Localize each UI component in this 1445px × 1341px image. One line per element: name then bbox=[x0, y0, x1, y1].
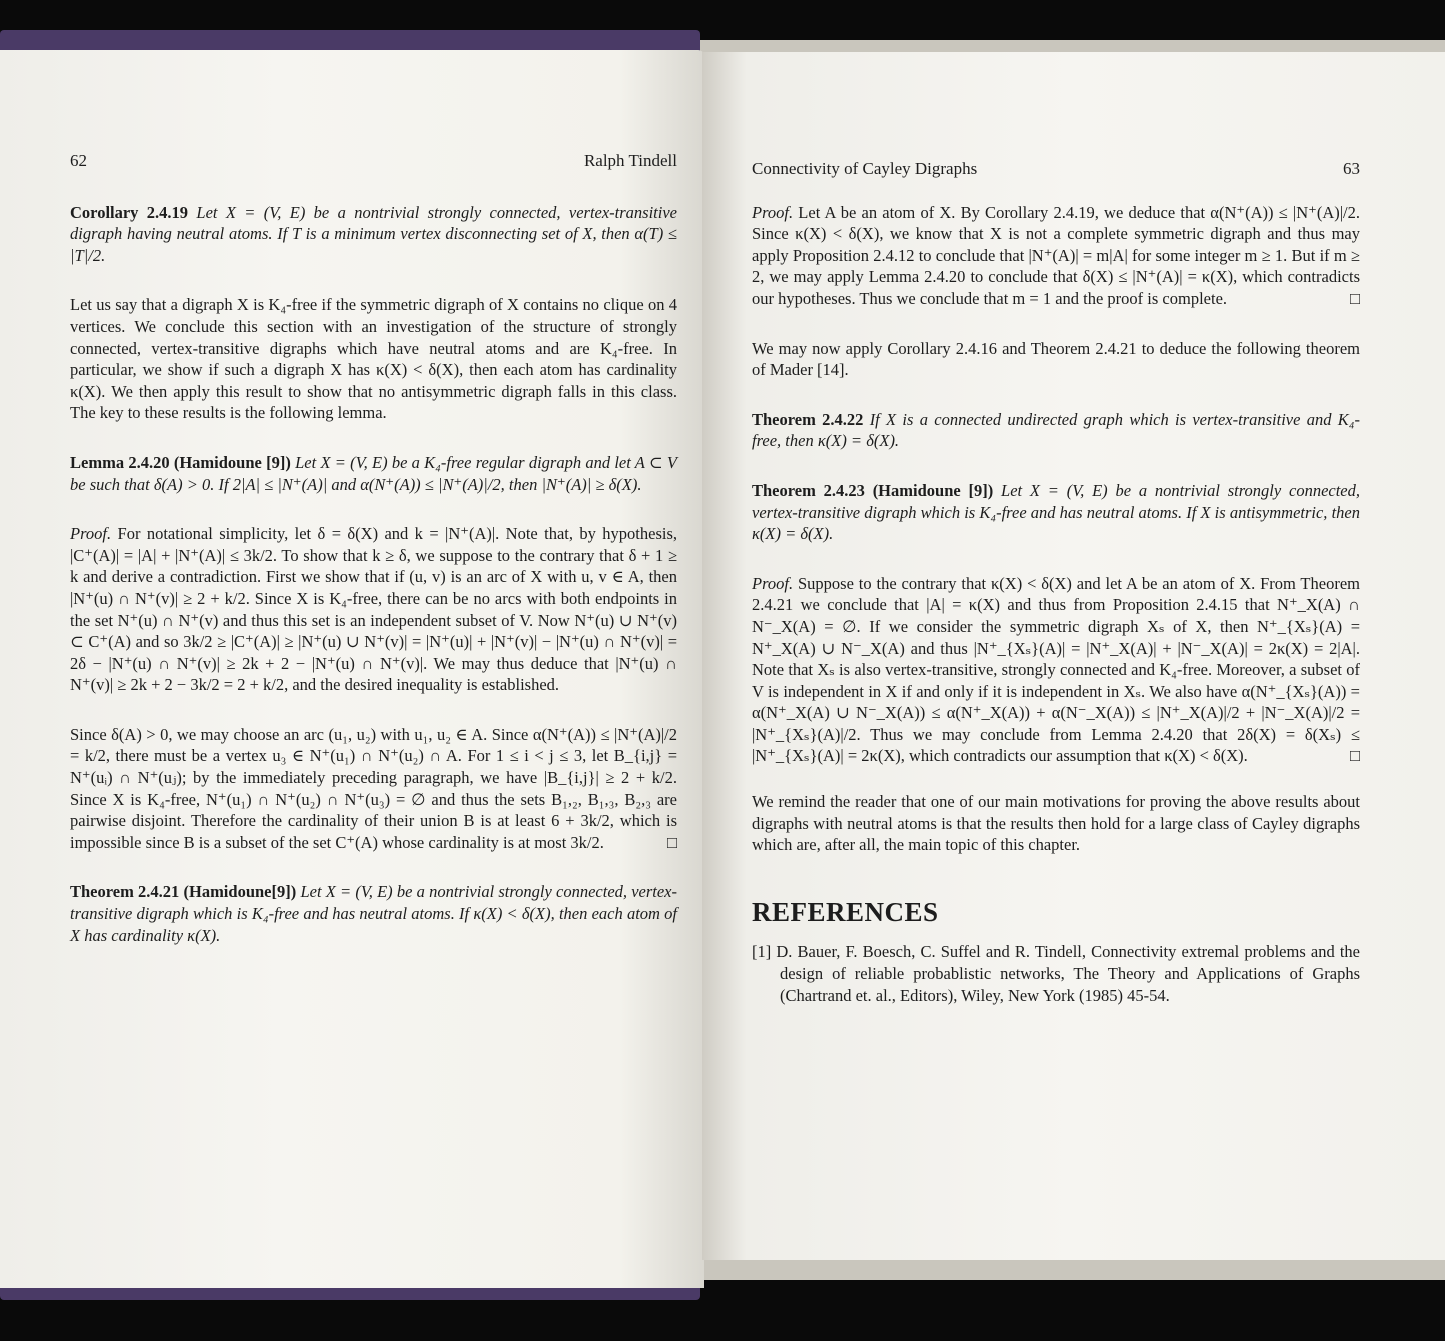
left-page-column bbox=[70, 150, 677, 974]
proof-label: Proof. bbox=[752, 202, 794, 222]
corollary-2-4-19 bbox=[70, 202, 677, 267]
theorem-2-4-21-statement: Let X = (V, E) be a nontrivial strongly connected, vertex-transitive digraph which is K₄-free and has neutral atoms. If κ(X) < δ(X), then each atom of X has cardinality κ(X). bbox=[70, 882, 678, 945]
reference-1: [1] D. Bauer, F. Boesch, C. Suffel and R. Tindell, Connectivity extremal problems and the design of reliable probablistic networks, The Theory and Applications of Graphs (Chartrand et. al., Editors), Wiley, New York (1985) 45-54. bbox=[752, 942, 1360, 1005]
proof-theorem-2-4-23 bbox=[752, 573, 1360, 767]
proof-lemma-2-4-20-continued bbox=[70, 724, 677, 854]
proof-theorem-2-4-21 bbox=[752, 202, 1360, 310]
proof-label: Proof. bbox=[752, 573, 794, 593]
left-page-number: 62 bbox=[70, 151, 87, 170]
theorem-2-4-21 bbox=[70, 881, 677, 946]
right-running-head bbox=[752, 158, 1360, 180]
right-page-number: 63 bbox=[1343, 159, 1360, 178]
corollary-2-4-19-label: Corollary 2.4.19 bbox=[70, 202, 189, 222]
theorem-2-4-22-label: Theorem 2.4.22 bbox=[752, 409, 864, 429]
qed-symbol: □ bbox=[1350, 288, 1360, 308]
theorem-2-4-22-statement: If X is a connected undirected graph which is vertex-transitive and K₄-free, then κ(X) = δ(X). bbox=[752, 409, 1361, 451]
proof-label: Proof. bbox=[70, 524, 112, 544]
right-page-column bbox=[752, 158, 1360, 1023]
mader-paragraph: We may now apply Corollary 2.4.16 and Theorem 2.4.21 to deduce the following theorem of Mader [14]. bbox=[752, 338, 1360, 380]
theorem-2-4-21-label: Theorem 2.4.21 (Hamidoune[9]) bbox=[70, 882, 297, 902]
proof-lemma-2-4-20 bbox=[70, 523, 677, 696]
qed-symbol: □ bbox=[1350, 746, 1360, 766]
corollary-2-4-19-statement: Let X = (V, E) be a nontrivial strongly connected, vertex-transitive digraph having neutral atoms. If T is a minimum vertex disconnecting set of X, then α(T) ≤ |T|/2. bbox=[70, 202, 677, 265]
proof-text: For notational simplicity, let δ = δ(X) and k = |N⁺(A)|. Note that, by hypothesis, |C⁺(A)| = |A| + |N⁺(A)| ≤ 3k/2. To show that k ≥ δ, we suppose to the contrary that δ + 1 ≥ k and derive a contradiction. First we show that if (u, v) is an arc of X with u, v ∈ A, then |N⁺(u) ∩ N⁺(v)| ≥ 2 + k/2. Since X is K₄-free, there can be no arcs with both endpoints in the set N⁺(u) ∩ N⁺(v) and thus this set is an independent subset of V. Now N⁺(u) ∪ N⁺(v) ⊂ C⁺(A) and so 3k/2 ≥ |C⁺(A)| ≥ |N⁺(u) ∪ N⁺(v)| = |N⁺(u)| + |N⁺(v)| − |N⁺(u) ∩ N⁺(v)| = 2δ − |N⁺(u) ∩ N⁺(v)| ≥ 2k + 2 − |N⁺(u) ∩ N⁺(v)|. We may thus deduce that |N⁺(u) ∩ N⁺(v)| ≥ 2k + 2 − 3k/2 = 2 + k/2, and the desired inequality is established. bbox=[70, 524, 677, 695]
theorem-2-4-23 bbox=[752, 480, 1360, 545]
left-running-title: Ralph Tindell bbox=[583, 151, 677, 170]
qed-symbol: □ bbox=[667, 832, 677, 852]
proof-continued-text: Since δ(A) > 0, we may choose an arc (u₁, u₂) with u₁, u₂ ∈ A. Since α(N⁺(A)) ≤ |N⁺(A)|/2 = k/2, there must be a vertex u₃ ∈ N⁺(u₁) ∩ N⁺(u₂) ∩ A. For 1 ≤ i < j ≤ 3, let B_{i,j} = N⁺(uᵢ) ∩ N⁺(uⱼ); by the immediately preceding paragraph, we have |B_{i,j}| ≥ 2 + k/2. Since X is K₄-free, N⁺(u₁) ∩ N⁺(u₂) ∩ N⁺(u₃) = ∅ and thus the sets B₁,₂, B₁,₃, B₂,₃ are pairwise disjoint. Therefore the cardinality of their union B is at least 6 + 3k/2, which is impossible since B is a subset of the set C⁺(A) whose cardinality is at most 3k/2. bbox=[70, 724, 677, 852]
right-running-title: Connectivity of Cayley Digraphs bbox=[752, 159, 978, 178]
left-running-head bbox=[70, 150, 677, 172]
remind-paragraph: We remind the reader that one of our main motivations for proving the above results about digraphs with neutral atoms is that the results then hold for a large class of Cayley digraphs which are, after all, the main topic of this chapter. bbox=[752, 792, 1360, 855]
proof-text: Let A be an atom of X. By Corollary 2.4.19, we deduce that α(N⁺(A)) ≤ |N⁺(A)|/2. Since κ(X) < δ(X), we know that X is not a complete symmetric digraph and thus may apply Proposition 2.4.12 to conclude that |N⁺(A)| = m|A| for some integer m ≥ 1. But if m ≥ 2, we may apply Lemma 2.4.20 to conclude that δ(X) ≤ |N⁺(A)| = κ(X), which contradicts our hypotheses. Thus we conclude that m = 1 and the proof is complete. bbox=[752, 202, 1360, 308]
proof-text: Suppose to the contrary that κ(X) < δ(X) and let A be an atom of X. From Theorem 2.4.21 we conclude that |A| = κ(X) and thus from Proposition 2.4.15 that N⁺_X(A) ∩ N⁻_X(A) = ∅. If we consider the symmetric digraph Xₛ of X, then N⁺_{Xₛ}(A) = N⁺_X(A) ∪ N⁻_X(A) and thus |N⁺_{Xₛ}(A)| = |N⁺_X(A)| + |N⁻_X(A)| = 2κ(X) = 2|A|. Note that Xₛ is also vertex-transitive, strongly connected and K₄-free. Moreover, a subset of V is independent in X if and only if it is independent in Xₛ. We also have α(N⁺_{Xₛ}(A)) = α(N⁺_X(A) ∪ N⁻_X(A)) ≤ α(N⁺_X(A)) + α(N⁻_X(A)) ≤ |N⁺_X(A)|/2 + |N⁻_X(A)|/2 = |N⁺_{Xₛ}(A)|/2. Thus we may conclude from Lemma 2.4.20 that 2δ(X) = δ(Xₛ) ≤ |N⁺_{Xₛ}(A)| = 2κ(X), which contradicts our assumption that κ(X) < δ(X). bbox=[752, 573, 1360, 766]
lemma-2-4-20-label: Lemma 2.4.20 (Hamidoune [9]) bbox=[70, 452, 291, 472]
theorem-2-4-23-statement: Let X = (V, E) be a nontrivial strongly connected, vertex-transitive digraph which is K₄-free and has neutral atoms. If X is antisymmetric, then κ(X) = δ(X). bbox=[752, 480, 1361, 544]
theorem-2-4-22 bbox=[752, 409, 1360, 452]
k4-free-paragraph: Let us say that a digraph X is K₄-free if the symmetric digraph of X contains no clique on 4 vertices. We conclude this section with an investigation of the structure of strongly connected, vertex-transitive digraphs which have neutral atoms and are K₄-free. In particular, we show if such a digraph X has κ(X) < δ(X), then each atom has cardinality κ(X). We then apply this result to show that no antisymmetric digraph falls in this class. The key to these results is the following lemma. bbox=[70, 295, 677, 423]
lemma-2-4-20 bbox=[70, 452, 677, 495]
theorem-2-4-23-label: Theorem 2.4.23 (Hamidoune [9]) bbox=[752, 480, 994, 500]
references-heading: REFERENCES bbox=[752, 896, 939, 927]
lemma-2-4-20-statement: Let X = (V, E) be a K₄-free regular digraph and let A ⊂ V be such that δ(A) > 0. If 2|A| ≤ |N⁺(A)| and α(N⁺(A)) ≤ |N⁺(A)|/2, then |N⁺(A)| ≥ δ(X). bbox=[70, 452, 677, 494]
